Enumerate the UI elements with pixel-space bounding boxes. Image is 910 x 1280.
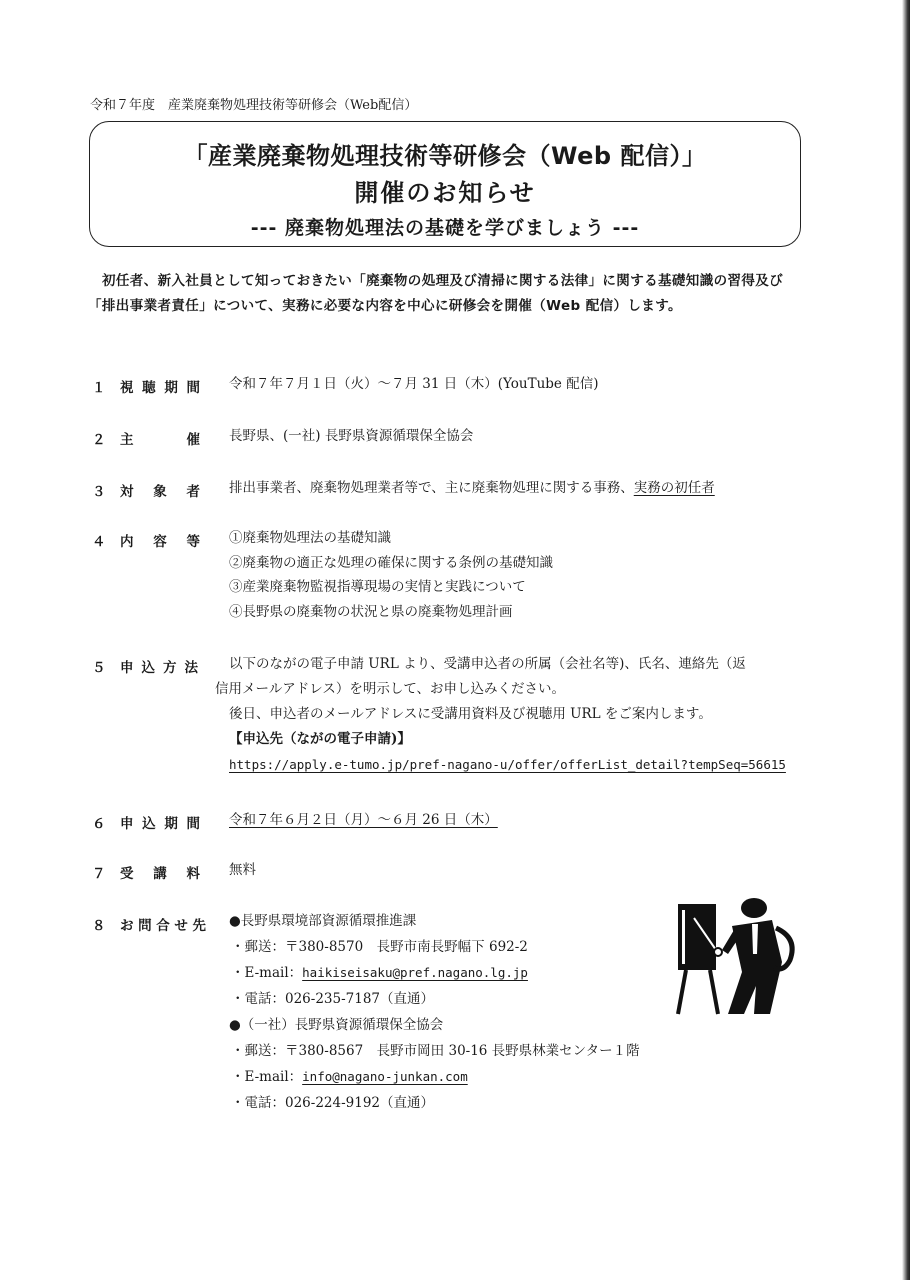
contact-org-1-tel: ・電話：026-235-7187（直通） [231, 991, 435, 1007]
label-fee: 受講料 [120, 866, 200, 882]
item-number-8: ８ [92, 918, 106, 934]
value-target-text: 排出事業者、廃棄物処理業者等で、主に廃棄物処理に関する事務、 [229, 480, 634, 496]
contact-org-2-email-link[interactable]: info@nagano-junkan.com [302, 1069, 468, 1084]
method-line-4: 【申込先（ながの電子申請)】 [229, 731, 411, 747]
content-list [229, 526, 553, 624]
item-number-5: ５ [92, 660, 106, 676]
document-header-line: 令和７年度 産業廃棄物処理技術等研修会（Web配信） [90, 98, 418, 113]
application-method-text [215, 652, 815, 777]
label-target: 対象者 [120, 484, 200, 500]
intro-paragraph: 初任者、新入社員として知っておきたい「廃棄物の処理及び清掃に関する法律」に関する基礎知識の習得及び「排出事業者責任」について、実務に必要な内容を中心に研修会を開催（Web 配信）します。 [88, 273, 784, 314]
contact-block [229, 908, 640, 1116]
label-host: 主 催 [120, 432, 200, 448]
item-number-4: ４ [92, 534, 106, 550]
method-line-1: 以下のながの電子申請 URL より、受講申込者の所属（会社名等)、氏名、連絡先（返 [229, 656, 746, 672]
contact-org-2-post: ・郵送：〒380-8567 長野市岡田 30-16 長野県林業センター１階 [231, 1043, 640, 1059]
title-second: 開催のお知らせ [354, 179, 536, 207]
contact-org-1-email-row [229, 960, 640, 986]
contact-org-2: ●（一社）長野県資源循環保全協会 [229, 1017, 444, 1033]
content-item: ①廃棄物処理法の基礎知識 [229, 530, 391, 546]
title-subtitle: --- 廃棄物処理法の基礎を学びましょう --- [250, 217, 640, 239]
item-number-3: ３ [92, 484, 106, 500]
label-application-method: 申込方法 [120, 660, 198, 676]
label-viewing-period: 視聴期間 [120, 380, 200, 396]
item-number-2: ２ [92, 432, 106, 448]
label-contact: お問合せ先 [120, 918, 206, 934]
item-number-7: ７ [92, 866, 106, 882]
contact-org-1-email-link[interactable]: haikiseisaku@pref.nagano.lg.jp [302, 965, 528, 980]
content-item: ③産業廃棄物監視指導現場の実情と実践について [229, 579, 526, 595]
email-label: ・E-mail： [231, 965, 303, 981]
item-number-6: ６ [92, 816, 106, 832]
value-target-underlined: 実務の初任者 [633, 480, 715, 496]
email-label: ・E-mail： [231, 1069, 303, 1085]
contact-org-1: ●長野県環境部資源循環推進課 [229, 913, 417, 929]
label-application-period: 申込期間 [120, 816, 200, 832]
value-application-period: 令和７年６月２日（月）～６月 26 日（木） [229, 812, 498, 828]
method-line-3: 後日、申込者のメールアドレスに受講用資料及び視聴用 URL をご案内します。 [229, 706, 712, 722]
contact-org-2-email-row [229, 1064, 640, 1090]
value-fee: 無料 [229, 862, 256, 878]
contact-org-2-tel: ・電話：026-224-9192（直通） [231, 1095, 435, 1111]
contact-org-1-post: ・郵送：〒380-8570 長野市南長野幅下 692-2 [231, 939, 528, 955]
presenter-illustration [672, 890, 802, 1015]
scan-edge-shadow [902, 0, 910, 1280]
method-line-2: 信用メールアドレス）を明示して、お申し込みください。 [215, 681, 566, 697]
content-item: ④長野県の廃棄物の状況と県の廃棄物処理計画 [229, 603, 513, 620]
label-content: 内容等 [120, 534, 200, 550]
title-main: 「産業廃棄物処理技術等研修会（Web 配信）」 [183, 142, 707, 170]
item-number-1: １ [92, 380, 106, 396]
title-box [89, 121, 801, 247]
application-url-link[interactable]: https://apply.e-tumo.jp/pref-nagano-u/offer/offerList_detail?tempSeq=56615 [229, 757, 786, 772]
value-viewing-period: 令和７年７月１日（火）～７月 31 日（木）(YouTube 配信) [229, 376, 599, 392]
value-host: 長野県、(一社) 長野県資源循環保全協会 [229, 428, 474, 444]
content-item: ②廃棄物の適正な処理の確保に関する条例の基礎知識 [229, 554, 553, 571]
value-target [229, 476, 715, 500]
